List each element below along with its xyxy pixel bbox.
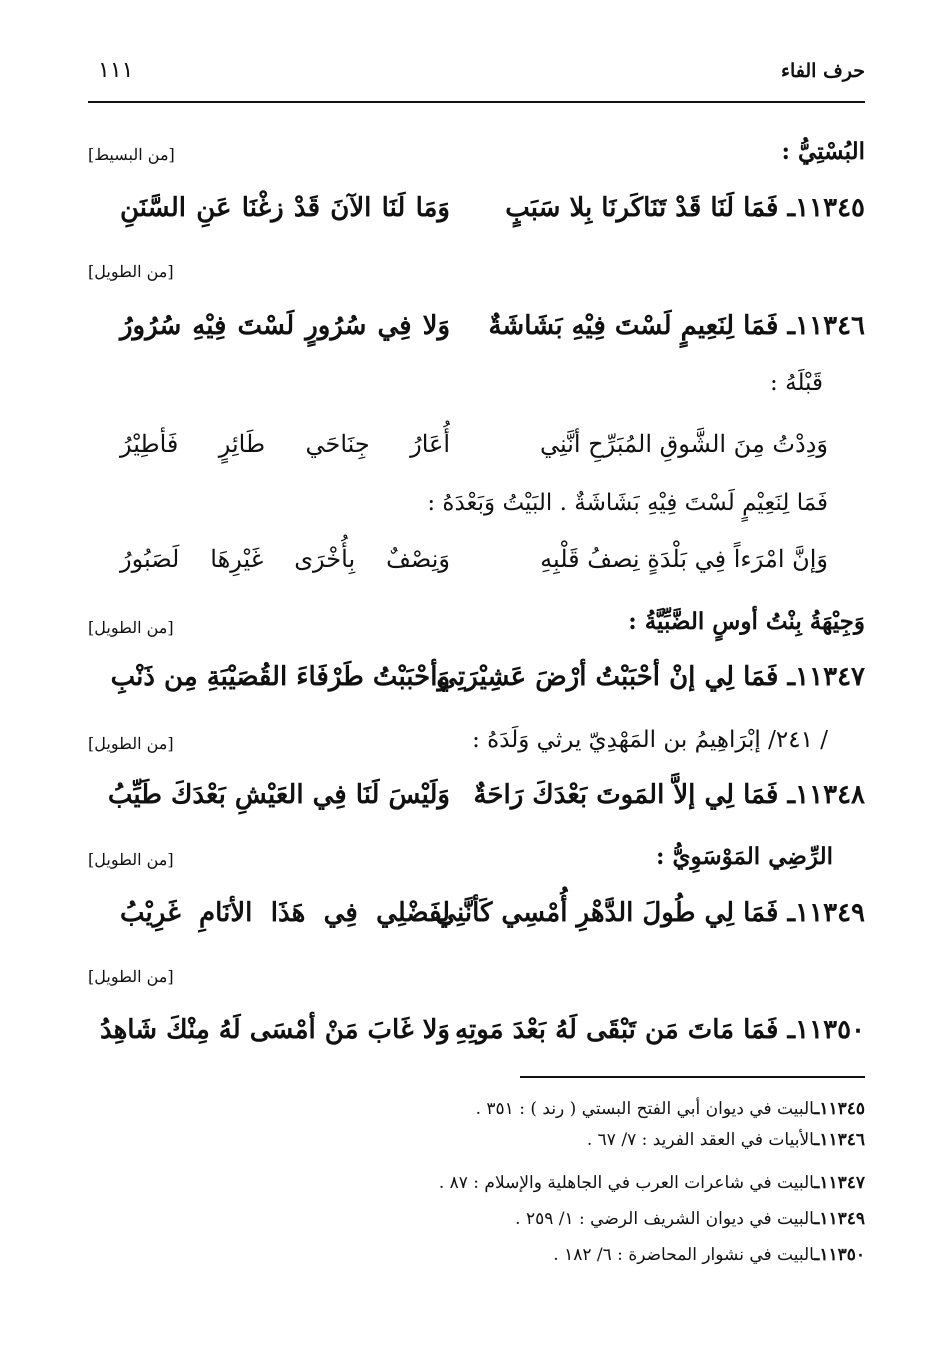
- verse-second-hemistich: وَلا غَابَ مَنْ أمْسَى لَهُ مِنْكَ شَاهِدُ: [99, 1015, 450, 1045]
- meter-label: [من الطويل]: [88, 618, 174, 637]
- footnote-text: البيت في شاعرات العرب في الجاهلية والإسلام : ٨٧ .: [438, 1173, 815, 1193]
- verse-number: ١١٣٤٨ـ: [787, 780, 865, 810]
- footnote: [515, 1209, 865, 1229]
- hemistich-text: فَمَا مَاتَ مَن تَبْقَى لَهُ بَعْدَ مَوتِهِ: [455, 1015, 779, 1045]
- verse-second-hemistich: وَمَا لَنَا الآنَ قَدْ زغْنَا عَنِ السَّنَنِ: [120, 193, 450, 223]
- after-verse-second: وَنِصْفٌ بِأُخْرَى غَيْرِهَا لَصَبُورُ: [120, 545, 450, 573]
- after-note: فَمَا لِنَعِيْمٍ لَسْتَ فِيْهِ بَشَاشَةٌ . البَيْتُ وَبَعْدَهُ :: [427, 490, 828, 516]
- hemistich-text: فَمَا لِي طُولَ الدَّهْرِ أُمْسِي كَأنَّنِي: [435, 898, 779, 928]
- meter-label: [من الطويل]: [88, 734, 174, 753]
- footnote: [476, 1099, 865, 1119]
- footnote-text: البيت في ديوان الشريف الرضي : ١/ ٢٥٩ .: [515, 1209, 815, 1229]
- poet-name: وَجِيْهَةُ بِنْتُ أوسٍ الضَّبِّيَّةُ :: [628, 608, 865, 635]
- footnote-number: ١١٣٥٠ـ: [814, 1245, 865, 1265]
- verse-second-hemistich: وَلَيْسَ لَنَا فِي العَيْشِ بَعْدَكَ طَيِّبُ: [107, 780, 450, 810]
- verse-number: ١١٣٤٧ـ: [787, 662, 865, 692]
- footnote-text: البيت في ديوان أبي الفتح البستي ( رند ) : ٣٥١ .: [475, 1099, 815, 1119]
- poet-name: / ٢٤١/ إبْرَاهِيمُ بن المَهْدِيّ يرثي وَلَدَهُ :: [472, 727, 828, 753]
- hemistich-text: فَمَا لِنَعِيمٍ لَسْتَ فِيْهِ بَشَاشَةٌ: [488, 311, 779, 341]
- footnote-number: ١١٣٤٧ـ: [814, 1173, 865, 1193]
- verse-second-hemistich: وَأحْبَبْتُ طَرْفَاءَ القُصَيْبَةِ مِن ذَنْبِ: [110, 662, 450, 692]
- meter-label: [من الطويل]: [88, 262, 174, 281]
- verse-first-hemistich: [435, 898, 865, 928]
- poet-name: الرِّضِي المَوْسَوِيُّ :: [655, 843, 833, 870]
- verse-first-hemistich: [455, 1015, 865, 1045]
- verse-first-hemistich: [473, 780, 865, 810]
- footnote-text: البيت في نشوار المحاضرة : ٦/ ١٨٢ .: [553, 1245, 815, 1265]
- footnote-number: ١١٣٤٩ـ: [814, 1209, 865, 1229]
- before-label: قَبْلَهُ :: [770, 370, 823, 396]
- footnote: [553, 1245, 865, 1265]
- verse-number: ١١٣٤٥ـ: [787, 193, 865, 223]
- footnote: [439, 1173, 865, 1193]
- footnote-text: الأبيات في العقد الفريد : ٧/ ٦٧ .: [586, 1130, 815, 1150]
- after-verse-first: وَإنَّ امْرَءاً فِي بَلْدَةٍ نِصفُ قَلْبِهِ: [540, 545, 828, 573]
- verse-second-hemistich: لِفَضْلِي فِي هَذَا الأنَامِ غَرِيْبُ: [120, 898, 450, 928]
- hemistich-text: فَمَا لِي إلاَّ المَوتَ بَعْدَكَ رَاحَةٌ: [473, 780, 779, 810]
- hemistich-text: فَمَا لَنَا قَدْ تَنَاكَرنَا بِلا سَبَبٍ: [505, 193, 779, 223]
- header-divider: [88, 101, 865, 103]
- verse-second-hemistich: وَلا فِي سُرُورٍ لَسْتَ فِيْهِ سُرُورُ: [120, 311, 450, 341]
- meter-label: [من الطويل]: [88, 967, 174, 986]
- verse-first-hemistich: [436, 662, 865, 692]
- verse-number: ١١٣٤٩ـ: [787, 898, 865, 928]
- verse-first-hemistich: [488, 311, 865, 341]
- verse-number: ١١٣٥٠ـ: [787, 1015, 865, 1045]
- footnote-number: ١١٣٤٥ـ: [814, 1099, 865, 1119]
- before-verse-second: أُعَارُ جِنَاحَي طَائِرٍ فَأطِيْرُ: [120, 430, 450, 458]
- meter-label: [من البسيط]: [88, 145, 175, 164]
- chapter-title: حرف الفاء: [781, 60, 865, 82]
- meter-label: [من الطويل]: [88, 850, 174, 869]
- footnote: [587, 1130, 865, 1150]
- before-verse-first: وَدِدْتُ مِنَ الشَّوقِ المُبَرِّحِ أنَّنِي: [539, 430, 828, 458]
- hemistich-text: فَمَا لِي إنْ أحْبَبْتُ أرْضَ عَشِيْرَتِي: [436, 662, 779, 692]
- page-number: ١١١: [98, 58, 134, 83]
- poet-name: البُسْتِيُّ :: [781, 138, 865, 165]
- footnote-number: ١١٣٤٦ـ: [814, 1130, 865, 1150]
- verse-number: ١١٣٤٦ـ: [787, 311, 865, 341]
- footnote-divider: [520, 1076, 865, 1078]
- verse-first-hemistich: [505, 193, 865, 223]
